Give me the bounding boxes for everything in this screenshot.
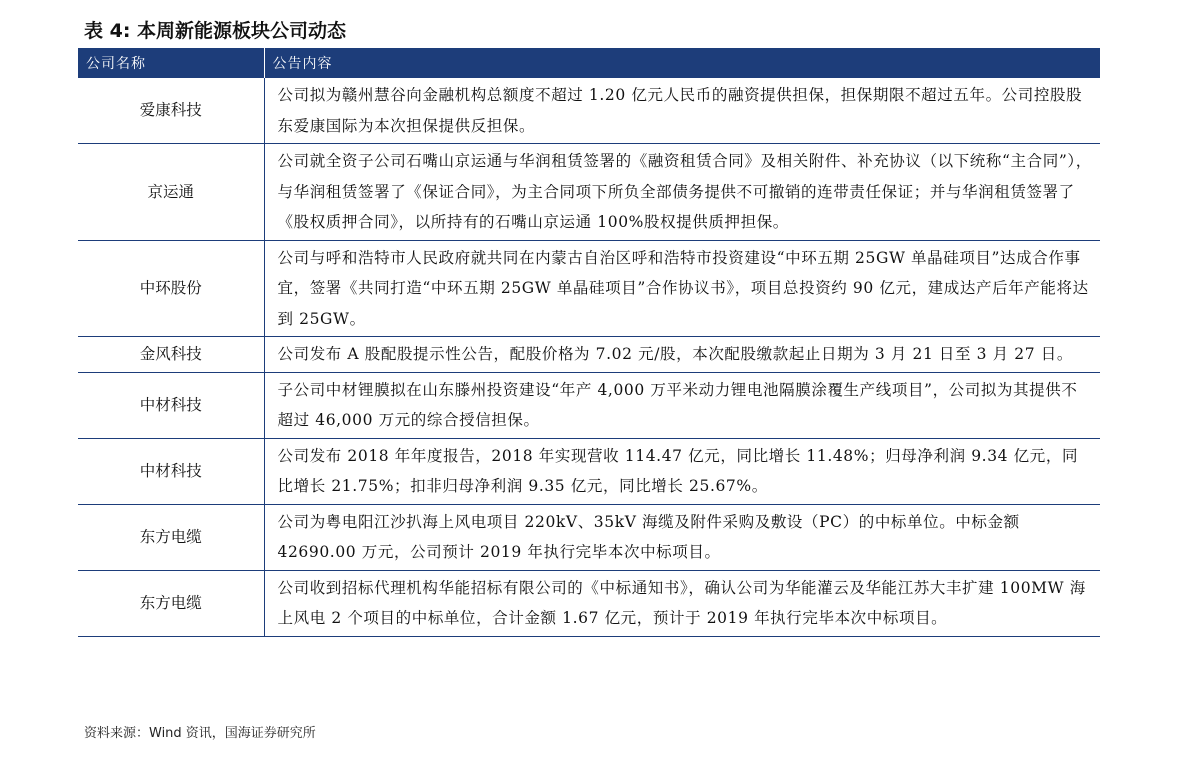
company-name: 京运通 xyxy=(78,144,264,241)
table-row xyxy=(78,504,1100,570)
company-name: 爱康科技 xyxy=(78,78,264,144)
company-name: 中材科技 xyxy=(78,438,264,504)
notice-content: 公司与呼和浩特市人民政府就共同在内蒙古自治区呼和浩特市投资建设“中环五期 25GW 单晶硅项目”达成合作事宜，签署《共同打造“中环五期 25GW 单晶硅项目”合作协议书》，项目总投资约 90 亿元，建成达产后年产能将达到 25GW。 xyxy=(264,240,1100,337)
company-news-table xyxy=(78,48,1100,637)
table-title: 表 4: 本周新能源板块公司动态 xyxy=(84,20,347,42)
notice-content: 公司拟为赣州慧谷向金融机构总额度不超过 1.20 亿元人民币的融资提供担保，担保期限不超过五年。公司控股股东爱康国际为本次担保提供反担保。 xyxy=(264,78,1100,144)
company-name: 金风科技 xyxy=(78,337,264,373)
table-header xyxy=(78,48,1100,78)
table-row xyxy=(78,570,1100,636)
notice-content: 公司就全资子公司石嘴山京运通与华润租赁签署的《融资租赁合同》及相关附件、补充协议（以下统称“主合同”），与华润租赁签署了《保证合同》，为主合同项下所负全部债务提供不可撤销的连带责任保证；并与华润租赁签署了《股权质押合同》，以所持有的石嘴山京运通 100%股权提供质押担保。 xyxy=(264,144,1100,241)
table-row xyxy=(78,78,1100,144)
table-row xyxy=(78,438,1100,504)
company-name: 中环股份 xyxy=(78,240,264,337)
table-row xyxy=(78,240,1100,337)
notice-content: 子公司中材锂膜拟在山东滕州投资建设“年产 4,000 万平米动力锂电池隔膜涂覆生产线项目”，公司拟为其提供不超过 46,000 万元的综合授信担保。 xyxy=(264,372,1100,438)
notice-content: 公司发布 A 股配股提示性公告，配股价格为 7.02 元/股，本次配股缴款起止日期为 3 月 21 日至 3 月 27 日。 xyxy=(264,337,1100,373)
notice-content: 公司发布 2018 年年度报告，2018 年实现营收 114.47 亿元，同比增长 11.48%；归母净利润 9.34 亿元，同比增长 21.75%；扣非归母净利润 9.35 亿元，同比增长 25.67%。 xyxy=(264,438,1100,504)
notice-content: 公司为粤电阳江沙扒海上风电项目 220kV、35kV 海缆及附件采购及敷设（PC）的中标单位。中标金额 42690.00 万元，公司预计 2019 年执行完毕本次中标项目。 xyxy=(264,504,1100,570)
notice-content: 公司收到招标代理机构华能招标有限公司的《中标通知书》，确认公司为华能灌云及华能江苏大丰扩建 100MW 海上风电 2 个项目的中标单位，合计金额 1.67 亿元，预计于 2019 年执行完毕本次中标项目。 xyxy=(264,570,1100,636)
company-name: 东方电缆 xyxy=(78,570,264,636)
table-row xyxy=(78,372,1100,438)
table-row xyxy=(78,337,1100,373)
header-company: 公司名称 xyxy=(78,48,264,78)
company-name: 东方电缆 xyxy=(78,504,264,570)
source-note: 资料来源：Wind 资讯，国海证券研究所 xyxy=(84,726,316,741)
company-name: 中材科技 xyxy=(78,372,264,438)
table-row xyxy=(78,144,1100,241)
header-content: 公告内容 xyxy=(264,48,1100,78)
